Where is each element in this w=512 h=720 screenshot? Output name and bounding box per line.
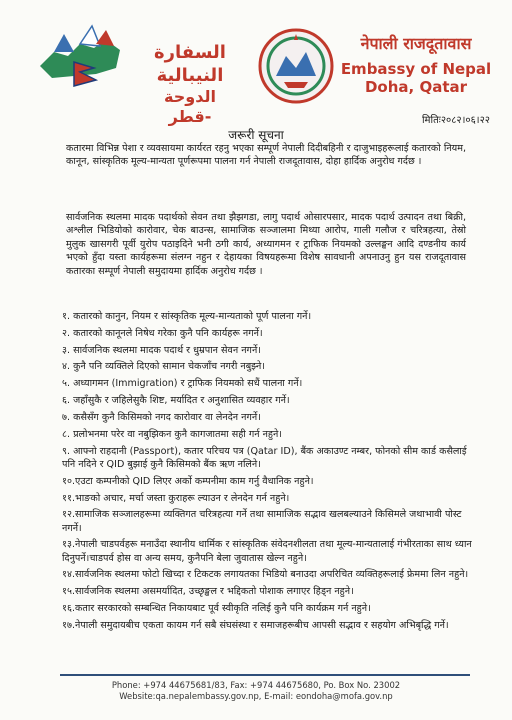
nepal-map-flag-logo bbox=[34, 22, 126, 94]
rules-list bbox=[62, 310, 472, 636]
footer bbox=[0, 680, 512, 702]
list-item: २. कतारको कानूनले निषेध गरेका कुनै पनि कार्यहरू नगर्ने। bbox=[62, 327, 263, 339]
embassy-name-english-line2: Doha, Qatar bbox=[364, 78, 468, 96]
list-item: १. कतारको कानुन, नियम र सांस्कृतिक मूल्य-मान्यताको पूर्ण पालना गर्ने। bbox=[62, 311, 312, 322]
list-item: १५.सार्वजनिक स्थलमा असमर्यादित, उच्छृङ्खल र भद्दिकतो पोशाक लगाएर हिड्न नहुने। bbox=[62, 586, 354, 598]
nepal-emblem-icon bbox=[256, 26, 336, 106]
warning-paragraph: सार्वजनिक स्थलमा मादक पदार्थको सेवन तथा झैझगडा, लागु पदार्थ ओसारपसार, मादक पदार्थ उत्पादन तथा बिक्री, अश्लील भिडियोको कारोवार, चेक बाउन्स, सामाजिक सञ्जालमा मिथ्या आरोप, गाली गलौज र चरित्रहत्या, तेस्रो मुलुक खासगरी पूर्वी युरोप पठाइदिने भनी ठगी कार्य, अध्यागमन र ट्राफिक नियमको उल्लङ्घन आदि दण्डनीय कार्य भएको हुँदा यस्ता कार्यहरूमा संलग्न नहुन र देहायका विषयहरूमा विशेष सावधानी अपनाउनु हुन यस राजदूतावास कतारका सम्पूर्ण नेपाली समुदायमा हार्दिक अनुरोध गर्दछ । bbox=[66, 212, 466, 277]
embassy-name-nepali: नेपाली राजदूतावास bbox=[360, 34, 472, 53]
notice-title: जरूरी सूचना bbox=[228, 128, 284, 142]
embassy-name-arabic bbox=[140, 42, 240, 127]
list-item: १०.एउटा कम्पनीको QID लिएर अर्को कम्पनीमा काम गर्नु वैधानिक नहुने। bbox=[62, 475, 314, 487]
embassy-name-english-line1: Embassy of Nepal bbox=[340, 60, 492, 78]
footer-contact: Phone: +974 44675681/83, Fax: +974 44675680, Po. Box No. 23002 bbox=[111, 680, 401, 690]
list-item: १२.सामाजिक सञ्जालहरूमा व्यक्तिगत चरित्रहत्या गर्ने तथा सामाजिक सद्भाव खलबल्याउने किसिमले जथाभावी पोस्ट नगर्ने। bbox=[62, 509, 462, 534]
arabic-line-2: الدوحة -قطر bbox=[164, 87, 216, 126]
list-item: ३. सार्वजनिक स्थलमा मादक पदार्थ र धुम्रपान सेवन नगर्ने। bbox=[62, 344, 261, 356]
list-item: १३.नेपाली चाडपर्वहरू मनाउँदा स्थानीय धार्मिक र सांस्कृतिक संवेदनशीलता तथा मूल्य-मान्यतालाई गंभीरताका साथ ध्यान दिनुपर्ने।चाडपर्व होस वा अन्य समय, कुनैपनि बेला जुवातास खेल्न नहुने। bbox=[62, 539, 472, 564]
embassy-name-english bbox=[336, 60, 496, 96]
list-item: ७. कसैसँग कुनै किसिमको नगद कारोवार वा लेनदेन नगर्ने। bbox=[62, 411, 261, 423]
list-item: ५. अध्यागमन (Immigration) र ट्राफिक नियमको सधैं पालना गर्ने। bbox=[62, 378, 303, 390]
intro-paragraph: कतारमा विभिन्न पेशा र व्यवसायमा कार्यरत रहनु भएका सम्पूर्ण नेपाली दिदीबहिनी र दाजुभाइहरूलाई कतारको नियम, कानून, सांस्कृतिक मूल्य-मान्यता पूर्णरूपमा पालना गर्न नेपाली राजदूतावास, दोहा हार्दिक अनुरोध गर्दछ । bbox=[66, 143, 466, 168]
list-item: १७.नेपाली समुदायबीच एकता कायम गर्न सबै संघसंस्था र समाजहरूबीच आपसी सद्भाव र सहयोग अभिबृद्धि गर्ने। bbox=[62, 619, 449, 631]
notice-date: मितिः२०८२।०६।२२ bbox=[421, 115, 490, 126]
footer-web-email: Website:qa.nepalembassy.gov.np, E-mail: eondoha@mofa.gov.np bbox=[119, 690, 393, 701]
list-item: १४.सार्वजनिक स्थलमा फोटो खिच्दा र टिकटक लगायतका भिडियो बनाउदा अपरिचित व्यक्तिहरूलाई फ्रेममा लिन नहुने। bbox=[62, 569, 469, 581]
list-item: ४. कुनै पनि व्यक्तिले दिएको सामान चेकजाँच नगरी नबुझ्ने। bbox=[62, 361, 265, 373]
list-item: ८. प्रलोभनमा परेर वा नबुझिकन कुनै कागजातमा सही गर्न नहुने। bbox=[62, 428, 282, 440]
list-item: ६. जहाँसुकै र जहिलेसुकै शिष्ट, मर्यादित र अनुशासित व्यवहार गर्ने। bbox=[62, 395, 290, 407]
arabic-line-1: السفارة النيبالية bbox=[154, 42, 226, 86]
footer-divider bbox=[60, 674, 470, 676]
list-item: ११.भाङको अचार, मर्चा जस्ता कुराहरू ल्याउन र लेनदेन गर्न नहुने। bbox=[62, 492, 290, 504]
list-item: ९. आफ्नो राहदानी (Passport), कतार परिचय पत्र (Qatar ID), बैंक अकाउण्ट नम्बर, फोनको सीम कार्ड कसैलाई पनि नदिने र QID बुझाई कुनै किसिमको बैंक ऋण नलिने। bbox=[62, 445, 467, 470]
list-item: १६.कतार सरकारको सम्बन्धित निकायबाट पूर्व स्वीकृति नलिई कुनै पनि कार्यक्रम गर्न नहुने। bbox=[62, 603, 371, 615]
